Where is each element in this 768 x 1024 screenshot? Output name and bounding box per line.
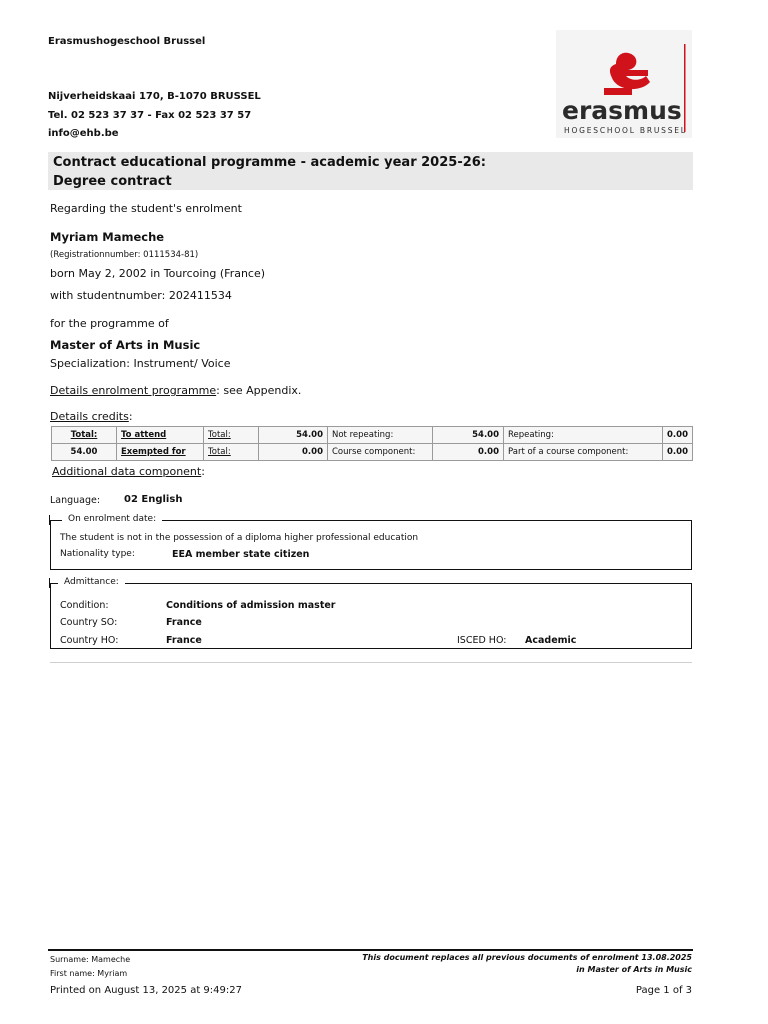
- institution-email: info@ehb.be: [48, 128, 119, 139]
- isced-value: Academic: [525, 635, 577, 646]
- details-enrolment: [50, 384, 301, 397]
- footer-divider: [48, 949, 693, 951]
- logo-wordmark: erasmus: [562, 96, 682, 125]
- nationality-value: EEA member state citizen: [172, 549, 310, 560]
- additional-data-suffix: :: [201, 465, 205, 478]
- repeating-label: Repeating:: [504, 427, 663, 444]
- isced-label: ISCED HO:: [457, 635, 507, 646]
- to-attend-label: To attend: [121, 430, 167, 440]
- exempted-label: Exempted for: [121, 447, 186, 457]
- exempted-total-label: Total:: [208, 447, 231, 457]
- footer-first-name: First name: Myriam: [50, 969, 128, 978]
- course-component-label: Course component:: [328, 444, 433, 461]
- footer-page-number: Page 1 of 3: [635, 985, 692, 996]
- footer-replaces-line2: in Master of Arts in Music: [576, 965, 692, 974]
- exempted-total-value: 0.00: [259, 444, 328, 461]
- birth-info: born May 2, 2002 in Tourcoing (France): [50, 267, 266, 280]
- institution-name: Erasmushogeschool Brussel: [48, 36, 206, 47]
- student-name: Myriam Mameche: [50, 230, 165, 244]
- details-credits: [50, 410, 133, 423]
- registration-number: (Registrationnumber: 0111534-81): [50, 250, 199, 260]
- part-course-value: 0.00: [663, 444, 693, 461]
- country-ho-label: Country HO:: [60, 635, 119, 646]
- details-enrolment-link[interactable]: Details enrolment programme: [50, 384, 217, 397]
- country-ho-value: France: [166, 635, 202, 646]
- country-so-label: Country SO:: [60, 617, 118, 628]
- country-so-value: France: [166, 617, 202, 628]
- condition-value: Conditions of admission master: [166, 600, 336, 611]
- part-course-label: Part of a course component:: [504, 444, 663, 461]
- institution-phone-fax: Tel. 02 523 37 37 - Fax 02 523 37 57: [48, 110, 252, 121]
- footer-printed: Printed on August 13, 2025 at 9:49:27: [50, 985, 242, 996]
- total-value: 54.00: [52, 444, 117, 461]
- language-label: Language:: [50, 495, 101, 506]
- language-value: 02 English: [124, 494, 183, 505]
- additional-data-link[interactable]: Additional data component: [52, 465, 202, 478]
- admittance-legend: Admittance:: [58, 577, 125, 587]
- attend-total-label: Total:: [208, 430, 231, 440]
- table-row: [52, 444, 693, 461]
- details-enrolment-suffix: : see Appendix.: [216, 384, 302, 397]
- diploma-statement: The student is not in the possession of a diploma higher professional education: [60, 533, 419, 543]
- enrolment-date-box: [50, 520, 692, 570]
- total-label: Total:: [70, 430, 98, 440]
- credits-table: [51, 426, 693, 461]
- document-title-line1: Contract educational programme - academic year 2025-26:: [53, 155, 487, 170]
- details-credits-suffix: :: [128, 410, 133, 423]
- footer-surname: Surname: Mameche: [50, 955, 131, 964]
- not-repeating-label: Not repeating:: [328, 427, 433, 444]
- admittance-box: [50, 583, 692, 649]
- details-credits-link[interactable]: Details credits: [50, 410, 129, 423]
- course-component-value: 0.00: [433, 444, 504, 461]
- programme-name: Master of Arts in Music: [50, 338, 201, 352]
- programme-specialization: Specialization: Instrument/ Voice: [50, 357, 231, 370]
- document-title-line2: Degree contract: [53, 174, 172, 189]
- attend-total-value: 54.00: [259, 427, 328, 444]
- enrolment-intro: Regarding the student's enrolment: [50, 202, 242, 215]
- additional-data: [52, 465, 205, 478]
- footer-replaces-line1: This document replaces all previous documents of enrolment 13.08.2025: [362, 953, 692, 962]
- student-number: with studentnumber: 202411534: [50, 289, 232, 302]
- section-divider: [50, 662, 692, 663]
- institution-address: Nijverheidskaai 170, B-1070 BRUSSEL: [48, 91, 261, 102]
- logo-subtitle: HOGESCHOOL BRUSSEL: [564, 126, 687, 135]
- condition-label: Condition:: [60, 600, 109, 611]
- enrolment-date-legend: On enrolment date:: [62, 514, 162, 524]
- document-title-box: [48, 152, 693, 190]
- table-row: [52, 427, 693, 444]
- logo: [556, 30, 692, 138]
- programme-intro: for the programme of: [50, 317, 169, 330]
- nationality-label: Nationality type:: [60, 549, 135, 559]
- not-repeating-value: 54.00: [433, 427, 504, 444]
- repeating-value: 0.00: [663, 427, 693, 444]
